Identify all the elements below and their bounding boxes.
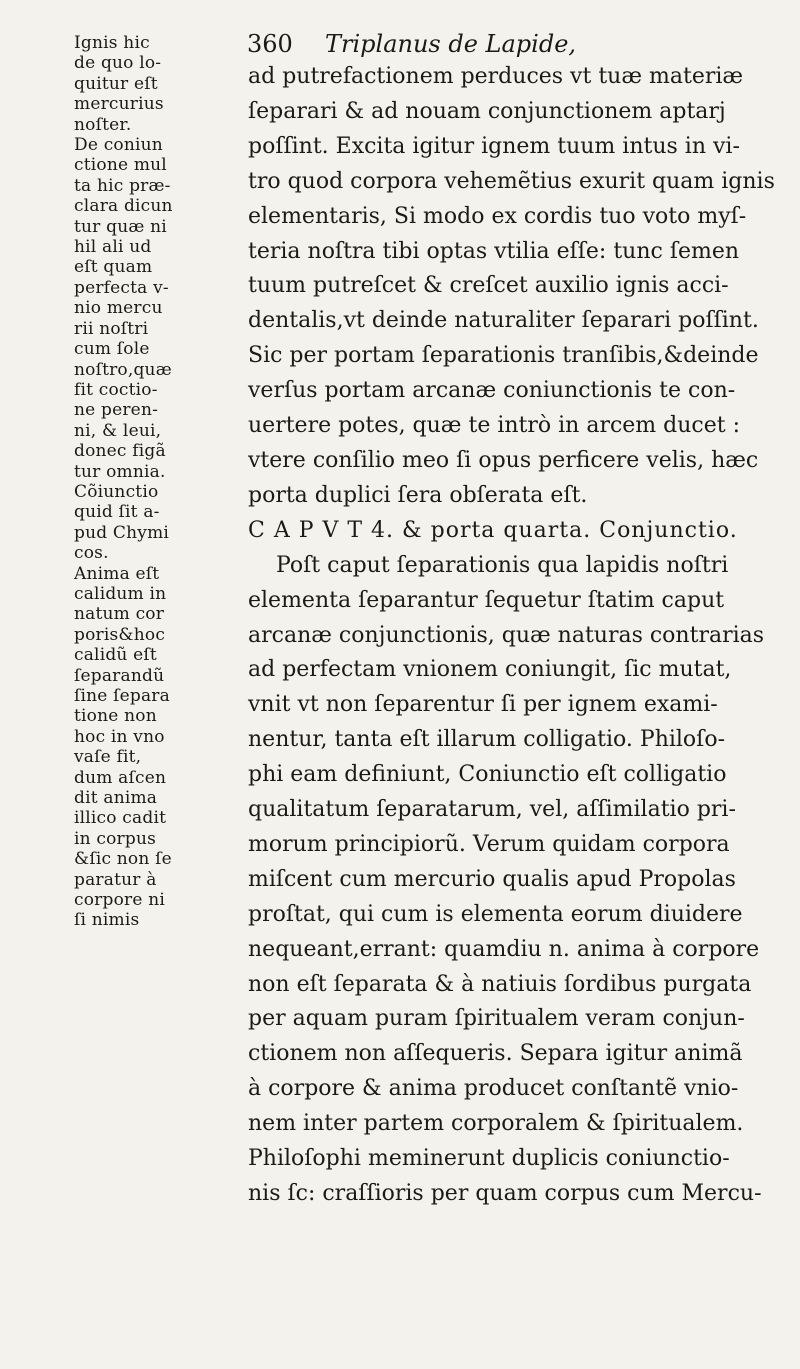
margin-line: noſter. <box>74 114 132 135</box>
margin-line: donec figã <box>74 441 166 462</box>
body-text <box>248 60 780 1212</box>
margin-line: dum aſcen <box>74 767 167 788</box>
margin-line: eſt quam <box>74 257 153 278</box>
margin-line: in corpus <box>74 828 157 849</box>
text-line: nentur, tanta eſt illarum colligatio. Philoſo- <box>248 727 725 753</box>
text-line: verſus portam arcanæ coniunctionis te con- <box>248 378 736 404</box>
text-line: ad putrefactionem perduces vt tuæ materiæ <box>248 64 744 89</box>
margin-line: nio mercu <box>74 298 163 319</box>
margin-line: quitur eſt <box>74 73 158 94</box>
margin-line: quid ſit a- <box>74 502 160 523</box>
margin-line: ſeparandũ <box>74 665 165 686</box>
text-line: vnit vt non ſeparentur ſi per ignem exami- <box>248 692 718 718</box>
text-line: Poſt caput ſeparationis qua lapidis noſtri <box>276 552 729 578</box>
text-line: elementaris, Si modo ex cordis tuo voto myſ- <box>248 203 747 229</box>
margin-line: cos. <box>74 543 109 564</box>
margin-line: paratur à <box>74 869 157 890</box>
text-line: dentalis,vt deinde naturaliter ſeparari poſſint. <box>248 308 759 334</box>
margin-line: Ignis hic <box>74 33 150 53</box>
margin-line: fit coctio- <box>74 379 158 400</box>
text-line: arcanæ conjunctionis, quæ naturas contrarias <box>248 622 765 648</box>
text-line: ad perfectam vnionem coniungit, ſic mutat, <box>248 657 732 683</box>
margin-line: illico cadit <box>74 808 167 829</box>
text-line: phi eam definiunt, Coniunctio eſt colligatio <box>248 762 727 788</box>
text-line: qualitatum ſeparatarum, vel, aſſimilatio pri- <box>248 797 736 823</box>
text-line: ſeparari & ad nouam conjunctionem aptarj <box>248 98 726 124</box>
margin-line: &ſic non ſe <box>74 849 172 870</box>
text-line: nequeant,errant: quamdiu n. anima à corpore <box>248 936 760 962</box>
text-line: à corpore & anima producet conſtantẽ vnio- <box>248 1076 739 1102</box>
margin-line: natum cor <box>74 604 165 625</box>
margin-line: De coniun <box>74 135 163 156</box>
chapter-heading: C A P V T 4. & porta quarta. Conjunctio. <box>248 517 738 543</box>
margin-line: Cõiunctio <box>74 481 159 502</box>
text-line: poſſint. Excita igitur ignem tuum intus in vi- <box>248 133 740 159</box>
text-line: uertere potes, quæ te intrò in arcem ducet : <box>248 413 741 439</box>
text-line: non eſt ſeparata & à natiuis ſordibus purgata <box>248 971 752 997</box>
running-head <box>247 30 772 60</box>
margin-line: tione non <box>74 706 157 727</box>
margin-line: de quo lo- <box>74 53 162 74</box>
text-line: nis ſc: craſſioris per quam corpus cum Mercu- <box>248 1181 762 1206</box>
text-line: proſtat, qui cum is elementa eorum diuidere <box>248 901 743 927</box>
margin-line: dit anima <box>74 788 158 809</box>
margin-line: Anima eſt <box>74 563 160 584</box>
margin-line: ſi nimis <box>74 910 140 931</box>
margin-line: poris&hoc <box>74 624 166 645</box>
margin-line: ta hic præ- <box>74 175 171 196</box>
text-line: vtere conſilio meo ſi opus perficere velis, hæc <box>248 447 759 473</box>
margin-line: ni, & leui, <box>74 420 162 441</box>
margin-line: hil ali ud <box>74 237 152 258</box>
text-line: ctionem non aſſequeris. Separa igitur animã <box>248 1041 743 1067</box>
margin-line: noſtro,quæ <box>74 359 172 380</box>
text-line: miſcent cum mercurio qualis apud Propolas <box>248 866 736 892</box>
text-line: tuum putreſcet & creſcet auxilio ignis acci- <box>248 273 729 299</box>
text-line: Sic per portam ſeparationis tranſibis,&deinde <box>248 343 759 369</box>
margin-line: ſine ſepara <box>74 686 170 706</box>
margin-line: rii noſtri <box>74 318 149 339</box>
margin-line: mercurius <box>74 94 164 115</box>
margin-line: vaſe fit, <box>74 747 142 768</box>
margin-line: cum ſole <box>74 339 150 360</box>
margin-line: clara dicun <box>74 196 173 217</box>
text-line: nem inter partem corporalem & ſpiritualem. <box>248 1111 744 1137</box>
running-title: Triplanus de Lapide, <box>325 30 577 58</box>
text-line: elementa ſeparantur ſequetur ſtatim caput <box>248 587 725 613</box>
margin-line: calidum in <box>74 583 167 604</box>
margin-line: tur quæ ni <box>74 216 167 237</box>
text-line: Philoſophi meminerunt duplicis coniunctio- <box>248 1146 730 1172</box>
margin-line: ctione mul <box>74 155 167 176</box>
page-number: 360 <box>247 30 293 58</box>
text-line: teria noſtra tibi optas vtilia eſſe: tunc ſemen <box>248 238 740 264</box>
text-line: morum principiorũ. Verum quidam corpora <box>248 831 730 857</box>
margin-line: calidũ eſt <box>74 645 157 666</box>
margin-line: ne peren- <box>74 400 159 421</box>
margin-line: perfecta v- <box>74 277 169 298</box>
margin-line: corpore ni <box>74 890 165 911</box>
text-line: porta duplici ſera obſerata eſt. <box>248 482 588 508</box>
text-line: tro quod corpora vehemẽtius exurit quam ignis <box>248 168 775 194</box>
margin-line: hoc in vno <box>74 726 165 747</box>
margin-note <box>74 33 232 931</box>
text-line: per aquam puram ſpiritualem veram conjun- <box>248 1006 745 1032</box>
margin-line: tur omnia. <box>74 461 166 482</box>
margin-line: pud Chymi <box>74 522 170 543</box>
